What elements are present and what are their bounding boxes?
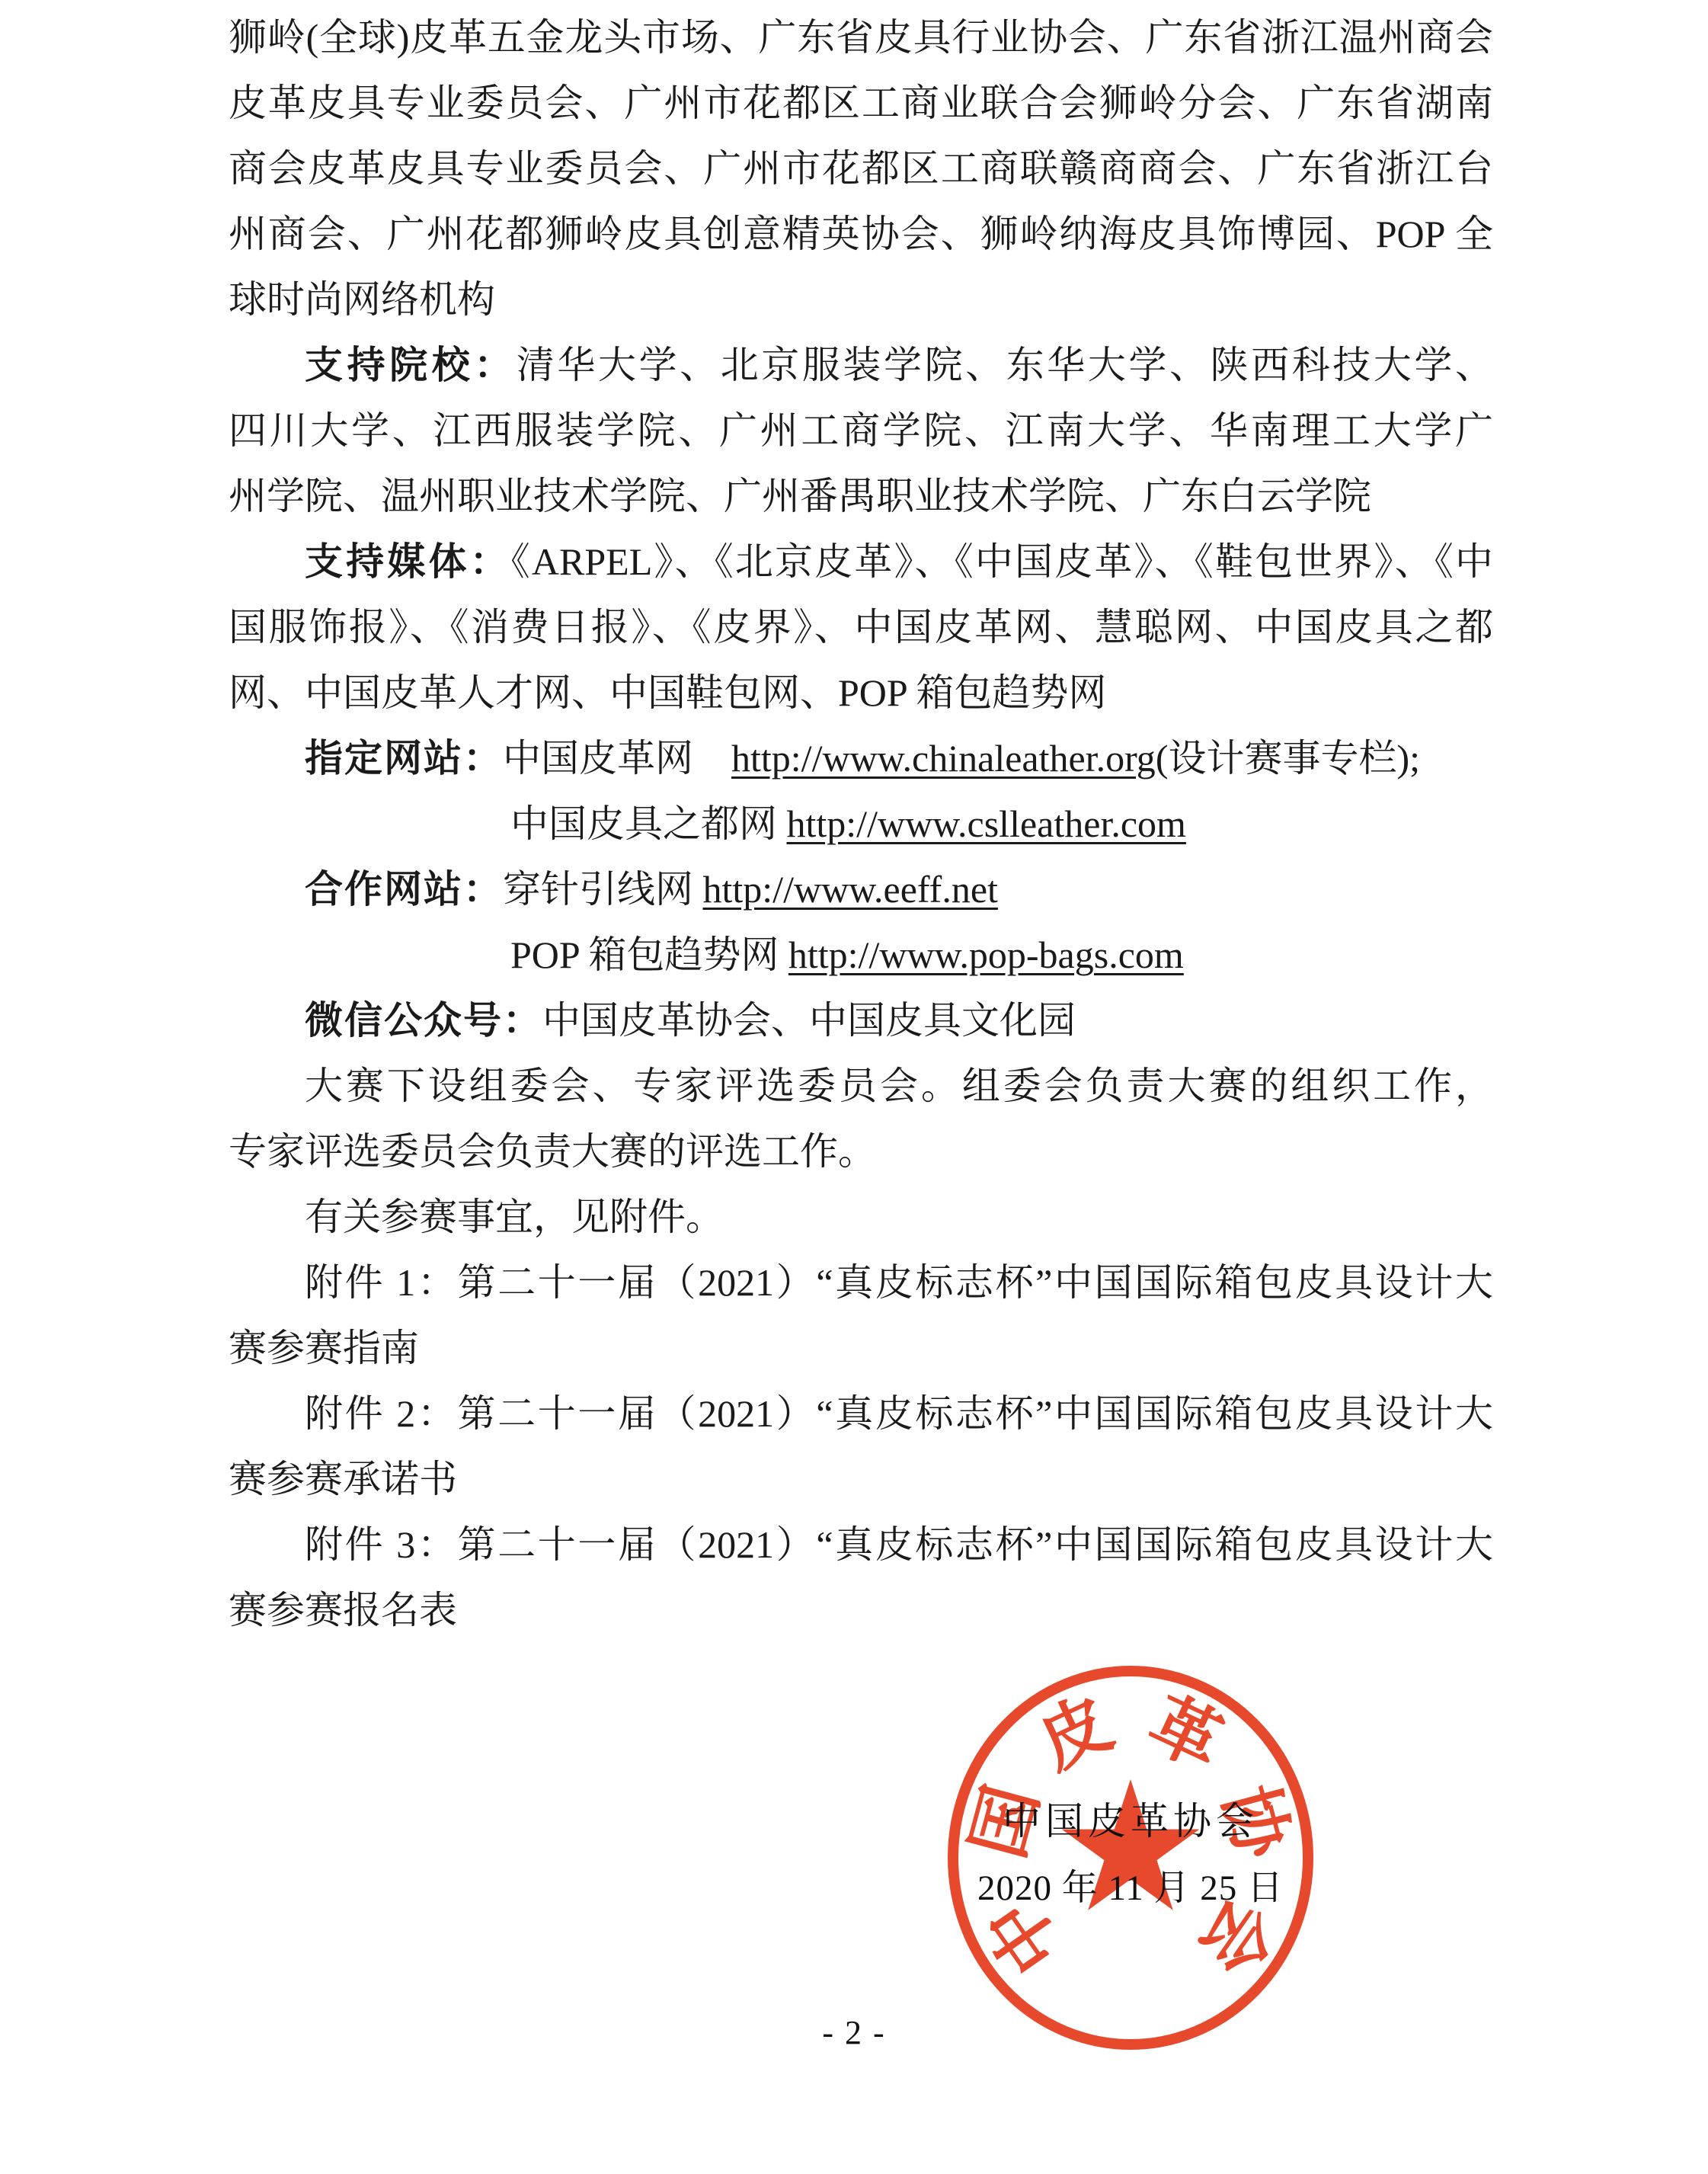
- body-line: [229, 463, 1493, 529]
- seal-ring-character: 国: [958, 1778, 1053, 1866]
- section-label: 支持媒体：: [305, 540, 511, 583]
- body-line: [229, 988, 1493, 1053]
- body-line: [229, 201, 1493, 267]
- text-run: 中国皮革协会、中国皮具文化园: [542, 999, 1076, 1042]
- text-run: 附件 3：第二十一届（2021）“真皮标志杯”中国国际箱包皮具设计大: [305, 1523, 1493, 1566]
- section-label: 指定网站：: [305, 737, 503, 780]
- text-run: 州学院、温州职业技术学院、广州番禺职业技术学院、广东白云学院: [229, 475, 1371, 517]
- seal-ring-character: 协: [1208, 1778, 1303, 1866]
- text-run: 皮革皮具专业委员会、广州市花都区工商业联合会狮岭分会、广东省湖南: [229, 82, 1493, 124]
- text-run: 四川大学、江西服装学院、广州工商学院、江南大学、华南理工大学广: [229, 409, 1493, 452]
- body-line: [229, 725, 1493, 791]
- seal-ring-character: 中: [972, 1885, 1077, 1987]
- text-run: 附件 2：第二十一届（2021）“真皮标志杯”中国国际箱包皮具设计大: [305, 1392, 1493, 1435]
- body-line: [229, 1119, 1493, 1184]
- text-run: 清华大学、北京服装学院、东华大学、陕西科技大学、: [516, 344, 1494, 386]
- body-line: [229, 398, 1493, 463]
- document-body: [229, 5, 1493, 1643]
- body-line: [229, 332, 1493, 398]
- text-run: 穿针引线网: [503, 868, 703, 911]
- url-text: http://www.pop-bags.com: [788, 933, 1184, 976]
- text-run: 赛参赛报名表: [229, 1589, 457, 1631]
- section-label: 微信公众号：: [305, 999, 542, 1042]
- body-line: [229, 267, 1493, 332]
- body-line: [229, 791, 1493, 856]
- body-line: [229, 1184, 1493, 1250]
- section-label: 支持院校：: [305, 344, 517, 386]
- text-run: 州商会、广州花都狮岭皮具创意精英协会、狮岭纳海皮具饰博园、POP 全: [229, 213, 1493, 255]
- url-text: http://www.eeff.net: [702, 868, 998, 911]
- text-run: POP 箱包趋势网: [510, 933, 788, 976]
- text-run: (设计赛事专栏);: [1155, 737, 1421, 780]
- text-run: 狮岭(全球)皮革五金龙头市场、广东省皮具行业协会、广东省浙江温州商会: [229, 16, 1493, 59]
- text-run: 球时尚网络机构: [229, 278, 495, 321]
- body-line: [229, 660, 1493, 725]
- text-run: 网、中国皮革人才网、中国鞋包网、POP 箱包趋势网: [229, 671, 1107, 714]
- page-number: - 2 -: [822, 2014, 886, 2051]
- official-seal-stamp: [932, 1651, 1329, 2067]
- text-run: 赛参赛承诺书: [229, 1458, 457, 1500]
- url-text: http://www.cslleather.com: [786, 802, 1186, 845]
- seal-ring-character: 会: [1184, 1885, 1289, 1987]
- body-line: [229, 594, 1493, 660]
- body-line: [229, 1250, 1493, 1315]
- body-line: [229, 529, 1493, 594]
- seal-ring-character: 革: [1137, 1683, 1234, 1784]
- signature-date: 2020 年 11 月 25 日: [977, 1868, 1284, 1908]
- text-run: 中国皮具之都网: [510, 802, 787, 845]
- text-run: 《ARPEL》、《北京皮革》、《中国皮革》、《鞋包世界》、《中: [510, 540, 1493, 583]
- body-line: [229, 1381, 1493, 1446]
- body-line: [229, 1512, 1493, 1577]
- url-text: http://www.chinaleather.org: [731, 737, 1156, 780]
- body-line: [229, 70, 1493, 136]
- text-run: 有关参赛事宜，见附件。: [305, 1196, 724, 1238]
- body-line: [229, 922, 1493, 988]
- signature-org: 中国皮革协会: [1003, 1800, 1259, 1843]
- body-line: [229, 1577, 1493, 1643]
- body-line: [229, 1315, 1493, 1381]
- body-line: [229, 1053, 1493, 1119]
- body-line: [229, 5, 1493, 70]
- text-run: 附件 1：第二十一届（2021）“真皮标志杯”中国国际箱包皮具设计大: [305, 1261, 1493, 1304]
- text-run: 商会皮革皮具专业委员会、广州市花都区工商联赣商商会、广东省浙江台: [229, 147, 1493, 190]
- text-run: 专家评选委员会负责大赛的评选工作。: [229, 1130, 876, 1173]
- seal-ring-character: 皮: [1027, 1683, 1124, 1784]
- text-run: 大赛下设组委会、专家评选委员会。组委会负责大赛的组织工作，: [305, 1065, 1493, 1107]
- text-run: 国服饰报》、《消费日报》、《皮界》、中国皮革网、慧聪网、中国皮具之都: [229, 606, 1493, 648]
- section-label: 合作网站：: [305, 868, 503, 911]
- body-line: [229, 1446, 1493, 1512]
- text-run: 赛参赛指南: [229, 1327, 419, 1369]
- text-run: 中国皮革网: [503, 737, 731, 780]
- body-line: [229, 136, 1493, 201]
- body-line: [229, 856, 1493, 922]
